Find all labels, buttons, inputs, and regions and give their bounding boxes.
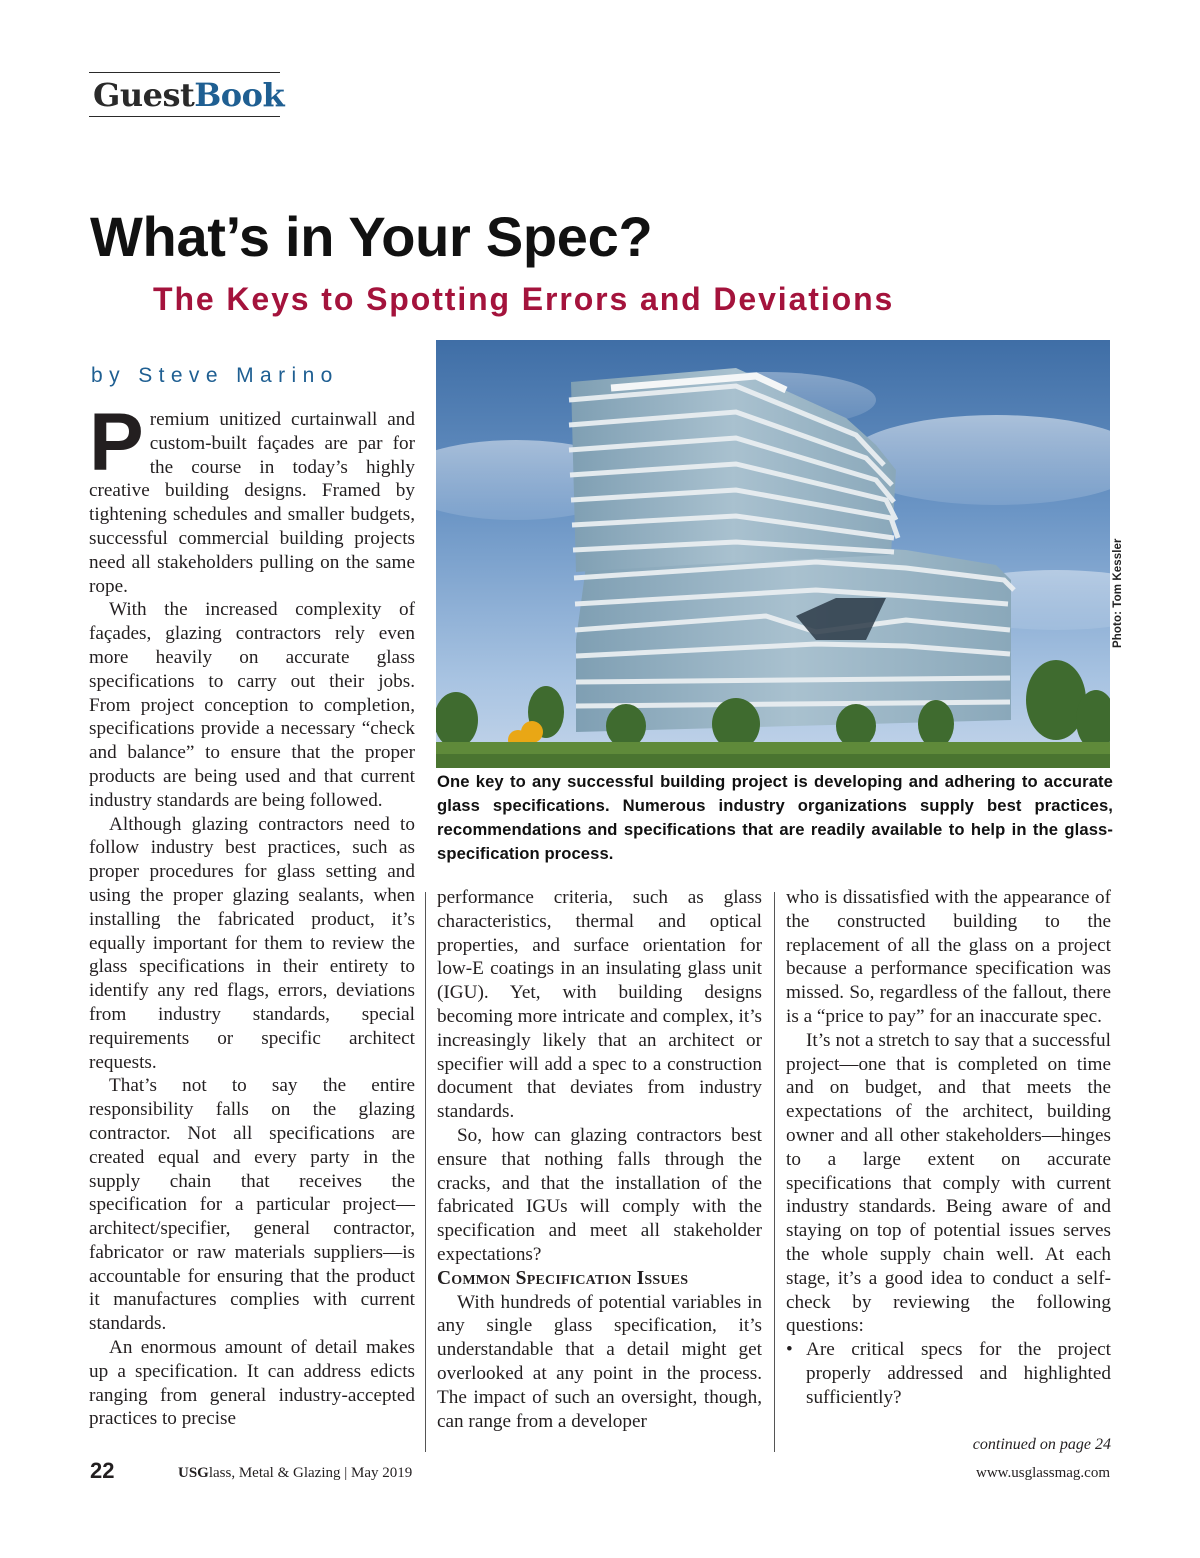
- section-tag-colored: Book: [194, 76, 285, 114]
- body-paragraph-2: With the increased complexity of façades, glazing contractors rely even more heavily on accurate glass specifications to carry out their jobs. From project conception to completion, specifications provide a necessary “check and balance” to ensure that the proper products are being used and that current industry standards are being followed.: [89, 599, 415, 811]
- building-photo: [436, 340, 1110, 768]
- article-subtitle: The Keys to Spotting Errors and Deviations: [153, 281, 895, 317]
- body-paragraph-5: An enormous amount of detail makes up a specification. It can address edicts ranging from general industry-accepted practices to precise: [89, 1337, 415, 1430]
- body-paragraph-8: It’s not a stretch to say that a successful project—one that is completed on time and on budget, and that meets the expectations of the architect, building owner and all other stakeholders—hinges to a large extent on accurate specifications that comply with current industry standards. Being aware of and staying on top of potential issues serves the whole supply chain well. At each stage, it’s a good idea to conduct a self-check by reviewing the following questions:: [786, 1029, 1111, 1337]
- bullet-item: [786, 1338, 1111, 1409]
- body-paragraph-1-text: remium unitized curtainwall and custom-built façades are par for the course in today’s highly creative building designs. Framed by tightening schedules and smaller budgets, successful commercial building projects need all stakeholders pulling on the same rope.: [89, 409, 415, 597]
- issue-date: May 2019: [351, 1465, 413, 1481]
- footer-separator: |: [344, 1465, 348, 1481]
- magazine-name: lass, Metal & Glazing: [208, 1465, 341, 1481]
- continued-note: continued on page 24: [972, 1436, 1111, 1453]
- body-paragraph-4: That’s not to say the entire responsibility falls on the glazing contractor. Not all specifications are created equal and every party in the supply chain that receives the specification for a particular project—architect/specifier, general contractor, fabricator or raw materials suppliers—is accountable for ensuring that the product it manufactures complies with current standards.: [89, 1075, 415, 1335]
- magazine-line: [178, 1463, 412, 1483]
- body-paragraph-7: With hundreds of potential variables in any single glass specification, it’s understandable that a detail might get overlooked at any point in the process. The impact of such an oversight, though, can range from a developer: [437, 1291, 762, 1432]
- magazine-brand: USG: [178, 1465, 209, 1481]
- body-column-3: [786, 886, 1111, 1410]
- building-illustration: [436, 340, 1110, 768]
- column-rule-right: [774, 892, 775, 1452]
- section-tag-bold: Guest: [93, 76, 195, 114]
- section-heading: Common Specification Issues: [437, 1267, 689, 1289]
- byline: by Steve Marino: [91, 364, 339, 387]
- body-paragraph-3: Although glazing contractors need to follow industry best practices, such as proper procedures for glass setting and using the proper glazing sealants, when installing the fabricated product, it’s equally important for them to review the glass specifications in their entirety to identify any red flags, errors, deviations from industry standards, special requirements or specific architect requests.: [89, 813, 415, 1073]
- dropcap: P: [89, 397, 144, 488]
- bullet-text: Are critical specs for the project properly addressed and highlighted sufficiently?: [806, 1339, 1111, 1408]
- body-paragraph-6: So, how can glazing contractors best ensure that nothing falls through the cracks, and that the installation of the fabricated IGUs will comply with the specification and meet all stakeholder expectations?: [437, 1124, 762, 1265]
- body-column-1: [89, 397, 415, 1431]
- website-url[interactable]: www.usglassmag.com: [975, 1465, 1110, 1481]
- tag-rule-top: [89, 72, 280, 73]
- body-column-2: [437, 886, 762, 1433]
- bullet-mark: •: [786, 1339, 793, 1361]
- body-paragraph-1: [89, 397, 415, 598]
- body-paragraph-7-cont: who is dissatisfied with the appearance of the constructed building to the replacement of all the glass on a project because a performance specification was missed. So, regardless of the fallout, there is a “price to pay” for an inaccurate spec.: [786, 887, 1111, 1027]
- tag-rule-bottom: [89, 116, 280, 117]
- photo-credit: Photo: Tom Kessler: [1112, 538, 1124, 648]
- body-paragraph-5-cont: performance criteria, such as glass characteristics, thermal and optical properties, and surface orientation for low-E coatings in an insulating glass unit (IGU). Yet, with building designs becoming more intricate and complex, it’s increasingly likely that an architect or specifier will add a spec to a construction document that deviates from industry standards.: [437, 887, 762, 1123]
- section-tag: [93, 76, 284, 114]
- article-title: What’s in Your Spec?: [90, 205, 653, 268]
- photo-caption: One key to any successful building project is developing and adhering to accurate glass specifications. Numerous industry organizations supply best practices, recommendations and specifications that are readily available to help in the glass-specification process.: [437, 772, 1113, 863]
- page-number: 22: [90, 1458, 115, 1483]
- column-rule-left: [425, 892, 426, 1452]
